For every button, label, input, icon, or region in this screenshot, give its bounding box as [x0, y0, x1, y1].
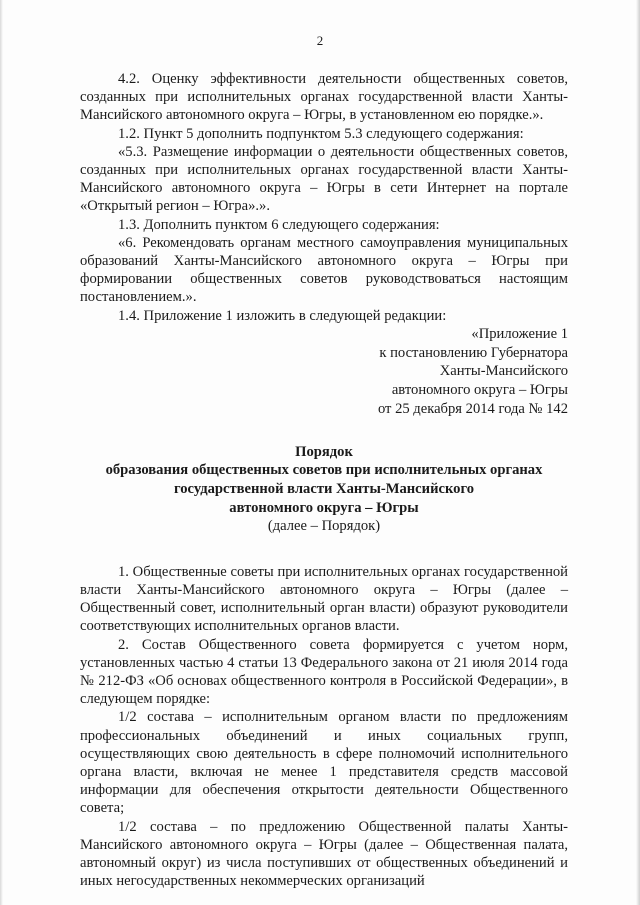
- scan-edge-right: [636, 0, 640, 905]
- scan-edge-left: [0, 0, 3, 905]
- appendix-line: к постановлению Губернатора: [379, 344, 568, 361]
- page-number: 2: [316, 33, 324, 48]
- spacer: [80, 536, 568, 563]
- paragraph-2: 2. Состав Общественного совета формируется с учетом норм, установленных частью 4 статьи 13 Федерального закона от 21 июля 2014 года № 212-ФЗ «Об основах общественного контроля в Российской Федерации», в следующем порядке:: [80, 636, 568, 708]
- title-line: автономного округа – Югры: [229, 499, 419, 516]
- title-line: Порядок: [295, 443, 353, 460]
- title-line: государственной власти Ханты-Мансийского: [173, 481, 475, 498]
- paragraph-half-chamber: 1/2 состава – по предложению Общественной палаты Ханты-Мансийского автономного округа – Югры (далее – Общественная палата, автономный округ) из числа поступивших от общественных объединений и иных негосударственных некоммерческих организаций: [80, 818, 568, 890]
- paragraph-5-3: «5.3. Размещение информации о деятельности общественных советов, созданных при исполнительных органах государственной власти Ханты-Мансийского автономного округа – Югры в сети Интернет на портале «Открытый регион – Югра».».: [80, 143, 568, 215]
- appendix-line: автономного округа – Югры: [391, 382, 568, 399]
- paragraph-half-executive: 1/2 состава – исполнительным органом власти по предложениям профессиональных объединений и иных социальных групп, осуществляющих свою деятельность в сфере полномочий исполнительного органа власти, включая не менее 1 представителя средств массовой информации для обеспечения открытости деятельности Общественного совета;: [80, 709, 568, 817]
- title-subtitle: (далее – Порядок): [267, 518, 381, 535]
- appendix-header: [80, 325, 568, 419]
- appendix-line: «Приложение 1: [471, 325, 568, 342]
- paragraph-6: «6. Рекомендовать органам местного самоуправления муниципальных образований Ханты-Мансийского автономного округа – Югры при формировании общественных советов руководствоваться настоящим постановлением.».: [80, 234, 568, 306]
- paragraph-1: 1. Общественные советы при исполнительных органах государственной власти Ханты-Мансийского автономного округа – Югры (далее – Общественный совет, исполнительный орган власти) образуют руководители соответствующих исполнительных органов власти.: [80, 563, 568, 635]
- appendix-line: Ханты-Мансийского: [439, 363, 568, 380]
- document-body: [80, 70, 568, 890]
- paragraph-1-4: 1.4. Приложение 1 изложить в следующей редакции:: [118, 307, 447, 324]
- paragraph-4-2: 4.2. Оценку эффективности деятельности общественных советов, созданных при исполнительных органах государственной власти Ханты-Мансийского автономного округа – Югры, в установленном ею порядке.».: [80, 71, 568, 124]
- paragraph-1-3: 1.3. Дополнить пунктом 6 следующего содержания:: [118, 216, 440, 233]
- document-title: [80, 443, 568, 536]
- paragraph-1-2: 1.2. Пункт 5 дополнить подпунктом 5.3 следующего содержания:: [118, 125, 524, 142]
- title-line: образования общественных советов при исполнительных органах: [105, 462, 543, 479]
- appendix-line: от 25 декабря 2014 года № 142: [377, 401, 568, 418]
